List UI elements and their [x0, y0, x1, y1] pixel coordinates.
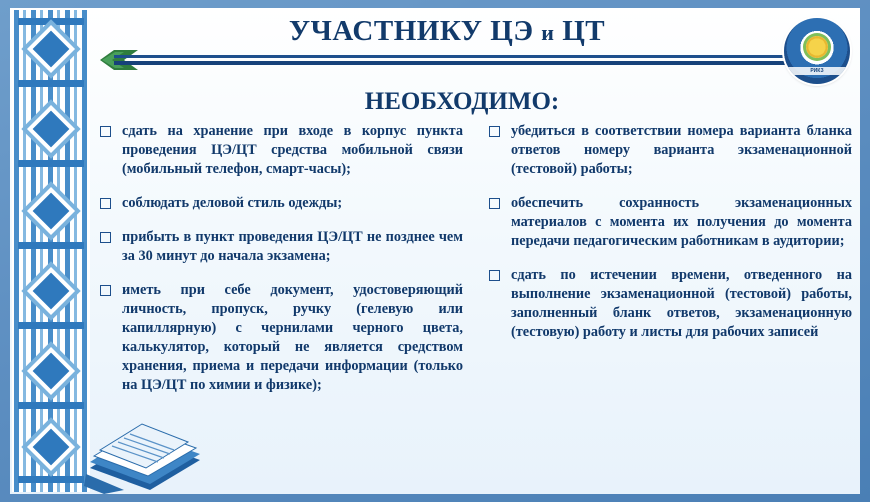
list-item-text: соблюдать деловой стиль одежды;: [122, 195, 343, 211]
ornament-band: [12, 10, 90, 492]
list-item-text: прибыть в пункт проведения ЦЭ/ЦТ не позднее чем за 30 минут до начала экзамена;: [122, 229, 463, 264]
square-bullet-icon: [100, 194, 116, 213]
header-rules: [100, 52, 854, 70]
square-bullet-icon: [489, 122, 505, 179]
list-item: [100, 194, 463, 213]
list-item-text: обеспечить сохранность экзаменационных материалов с момента их получения до момента передачи педагогическим работникам в аудитории;: [511, 195, 852, 249]
square-bullet-icon: [489, 266, 505, 342]
ornament-motifs: [14, 10, 88, 492]
slide-header: [100, 16, 854, 88]
list-item: [489, 266, 852, 342]
title-tail: ЦТ: [562, 15, 606, 47]
title-conjunction: и: [541, 20, 555, 45]
documents-illustration: [84, 390, 204, 494]
page-subtitle: НЕОБХОДИМО:: [364, 88, 560, 115]
list-item: [489, 194, 852, 251]
list-item-text: сдать по истечении времени, отведенного на выполнение экзаменационной (тестовой) работы, заполненный бланк ответов, экзаменационную (тестовую) работу и листы для рабочих записей: [511, 267, 852, 340]
list-item: [100, 228, 463, 266]
square-bullet-icon: [100, 228, 116, 266]
square-bullet-icon: [100, 281, 116, 395]
content-columns: [100, 122, 852, 488]
emblem-band: РИКЗ: [784, 67, 850, 75]
list-item-text: иметь при себе документ, удостоверяющий личность, пропуск, ручку (гелевую или капиллярную) с чернилами черного цвета, калькулятор, который не является средством хранения, приема и передачи информации (только на ЦЭ/ЦТ по химии и физике);: [122, 282, 463, 393]
list-item-text: убедиться в соответствии номера варианта бланка ответов номеру варианта экзаменационной (тестовой) работы;: [511, 123, 852, 177]
institute-emblem: [784, 18, 850, 84]
emblem-sun-icon: [806, 36, 828, 58]
list-item: [489, 122, 852, 179]
list-item-text: сдать на хранение при входе в корпус пункта проведения ЦЭ/ЦТ средства мобильной связи (мобильный телефон, смарт-часы);: [122, 123, 463, 177]
right-column: [489, 122, 852, 488]
square-bullet-icon: [489, 194, 505, 251]
list-item: [100, 122, 463, 179]
square-bullet-icon: [100, 122, 116, 179]
header-rule-top: [114, 55, 806, 58]
list-item: [100, 281, 463, 395]
header-rule-bottom: [114, 61, 806, 65]
page-title: [100, 16, 854, 46]
title-main: УЧАСТНИКУ ЦЭ: [288, 15, 534, 47]
